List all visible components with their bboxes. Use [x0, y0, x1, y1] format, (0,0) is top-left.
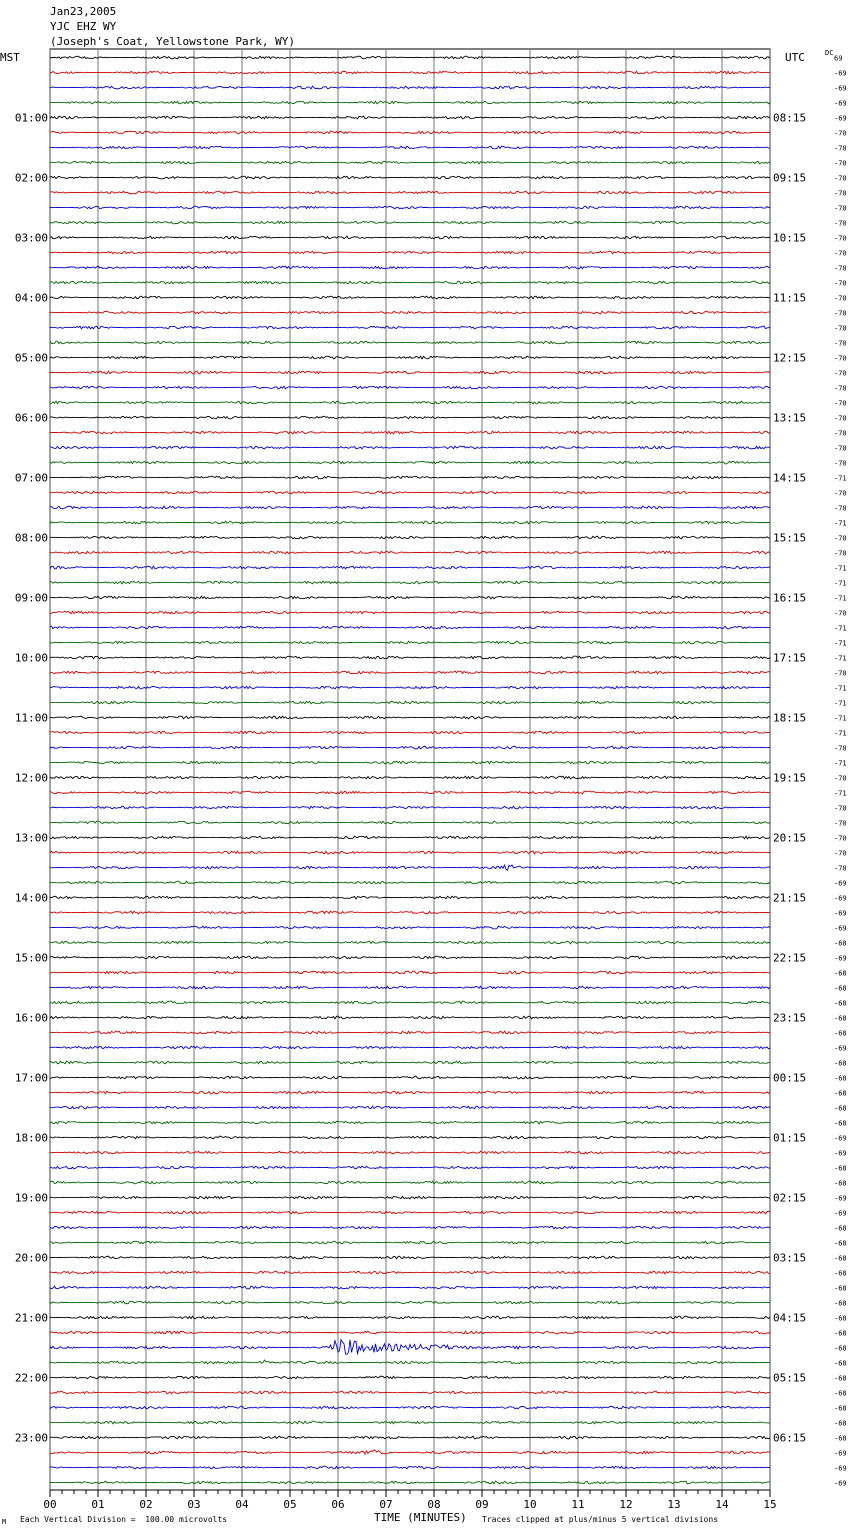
- dc-offset-label: -71: [834, 654, 847, 663]
- x-tick-label: 05: [283, 1498, 297, 1511]
- right-hour-label: 01:15: [773, 1131, 807, 1145]
- dc-offset-label: -71: [834, 624, 847, 633]
- plot-frame: [50, 49, 770, 1490]
- trace-row-2: [50, 86, 770, 89]
- left-hour-label: 09:00: [14, 591, 48, 605]
- dc-offset-label: -68: [834, 969, 847, 978]
- left-hour-label: 15:00: [14, 951, 48, 965]
- dc-offset-label: -70: [834, 174, 847, 183]
- trace-row-61: [50, 971, 770, 974]
- dc-offset-label: -70: [834, 294, 847, 303]
- x-tick-label: 02: [139, 1498, 153, 1511]
- dc-offset-label: -70: [834, 324, 847, 333]
- right-hour-label: 15:15: [773, 531, 807, 545]
- trace-row-91: [50, 1421, 770, 1424]
- dc-offset-label: -70: [834, 264, 847, 273]
- dc-offset-label: -68: [834, 1074, 847, 1083]
- trace-row-85: [50, 1331, 770, 1334]
- trace-row-21: [50, 371, 770, 374]
- trace-row-92: [50, 1436, 770, 1439]
- dc-offset-label: -69: [834, 954, 847, 963]
- clip-note: Traces clipped at plus/minus 5 vertical divisions: [482, 1515, 719, 1524]
- dc-offset-label: -70: [834, 339, 847, 348]
- right-hour-label: 14:15: [773, 471, 807, 485]
- left-hour-label: 05:00: [14, 351, 48, 365]
- x-tick-label: 15: [763, 1498, 777, 1511]
- trace-row-55: [50, 881, 770, 884]
- left-hour-label: 18:00: [14, 1131, 48, 1145]
- trace-row-62: [50, 986, 770, 989]
- trace-row-20: [50, 356, 770, 359]
- trace-row-72: [50, 1136, 770, 1139]
- right-hour-label: 23:15: [773, 1011, 807, 1025]
- right-hour-label: 18:15: [773, 711, 807, 725]
- dc-offset-label: -70: [834, 279, 847, 288]
- dc-offset-label: -68: [834, 1164, 847, 1173]
- dc-offset-label: -69: [834, 879, 847, 888]
- trace-row-45: [50, 731, 770, 734]
- trace-row-14: [50, 266, 770, 269]
- x-tick-label: 01: [91, 1498, 105, 1511]
- left-hour-label: 20:00: [14, 1251, 48, 1265]
- dc-offset-label: -69: [834, 1044, 847, 1053]
- dc-offset-label: -69: [834, 1134, 847, 1143]
- dc-offset-label: -70: [834, 834, 847, 843]
- dc-offset-label: -69: [834, 84, 847, 93]
- trace-row-56: [50, 896, 770, 899]
- trace-row-73: [50, 1151, 770, 1154]
- header-date: Jan23,2005: [50, 5, 117, 18]
- x-tick-label: 11: [571, 1498, 585, 1511]
- dc-offset-label: -68: [834, 1059, 847, 1068]
- x-tick-label: 04: [235, 1498, 249, 1511]
- trace-row-9: [50, 191, 770, 194]
- dc-offset-label: -71: [834, 594, 847, 603]
- dc-offset-label: -71: [834, 714, 847, 723]
- dc-offset-label: -68: [834, 1224, 847, 1233]
- trace-row-40: [50, 656, 770, 659]
- trace-row-6: [50, 146, 770, 149]
- dc-offset-label: -69: [834, 909, 847, 918]
- left-hour-label: 02:00: [14, 171, 48, 185]
- trace-row-94: [50, 1466, 770, 1469]
- dc-offset-label: -70: [834, 234, 847, 243]
- trace-row-58: [50, 926, 770, 929]
- trace-row-68: [50, 1076, 770, 1079]
- trace-row-57: [50, 911, 770, 914]
- dc-offset-label: -71: [834, 579, 847, 588]
- trace-row-31: [50, 521, 770, 524]
- trace-row-64: [50, 1016, 770, 1019]
- dc-offset-label: -70: [834, 849, 847, 858]
- right-hour-label: 10:15: [773, 231, 807, 245]
- dc-offset-label: -71: [834, 684, 847, 693]
- dc-offset-label: -70: [834, 744, 847, 753]
- dc-offset-label: -68: [834, 1029, 847, 1038]
- left-hour-label: 04:00: [14, 291, 48, 305]
- right-hour-label: 20:15: [773, 831, 807, 845]
- left-hour-label: 13:00: [14, 831, 48, 845]
- trace-row-29: [50, 491, 770, 494]
- dc-offset-label: -70: [834, 504, 847, 513]
- right-hour-label: 09:15: [773, 171, 807, 185]
- dc-offset-label: -70: [834, 219, 847, 228]
- left-hour-label: 16:00: [14, 1011, 48, 1025]
- trace-row-52: [50, 836, 770, 839]
- right-hour-label: 03:15: [773, 1251, 807, 1265]
- trace-row-19: [50, 341, 770, 344]
- dc-offset-label: -68: [834, 1119, 847, 1128]
- dc-offset-label: -70: [834, 204, 847, 213]
- trace-row-26: [50, 446, 770, 449]
- trace-row-3: [50, 101, 770, 104]
- trace-row-83: [50, 1301, 770, 1304]
- trace-row-49: [50, 791, 770, 794]
- trace-row-47: [50, 761, 770, 764]
- trace-row-24: [50, 416, 770, 419]
- trace-row-13: [50, 251, 770, 254]
- dc-offset-label: -68: [834, 1404, 847, 1413]
- corner-mark: M: [2, 1518, 7, 1526]
- right-hour-label: 13:15: [773, 411, 807, 425]
- dc-offset-label: -70: [834, 309, 847, 318]
- trace-row-46: [50, 746, 770, 749]
- dc-offset-label: 69: [834, 54, 843, 63]
- dc-offset-label: -70: [834, 414, 847, 423]
- trace-row-80: [50, 1256, 770, 1259]
- x-tick-label: 13: [667, 1498, 681, 1511]
- trace-row-88: [50, 1376, 770, 1379]
- dc-offset-label: -70: [834, 129, 847, 138]
- trace-row-5: [50, 131, 770, 134]
- dc-offset-label: -71: [834, 639, 847, 648]
- trace-row-78: [50, 1226, 770, 1229]
- trace-row-95: [50, 1481, 770, 1484]
- left-hour-label: 23:00: [14, 1431, 48, 1445]
- trace-row-38: [50, 626, 770, 629]
- trace-row-50: [50, 806, 770, 809]
- dc-offset-label: -70: [834, 249, 847, 258]
- dc-offset-label: -70: [834, 804, 847, 813]
- trace-row-36: [50, 596, 770, 599]
- dc-offset-label: -68: [834, 1299, 847, 1308]
- left-hour-label: 19:00: [14, 1191, 48, 1205]
- dc-offset-label: -68: [834, 1344, 847, 1353]
- trace-row-82: [50, 1286, 770, 1289]
- trace-row-32: [50, 536, 770, 539]
- trace-row-4: [50, 116, 770, 119]
- x-tick-label: 06: [331, 1498, 345, 1511]
- trace-row-39: [50, 641, 770, 644]
- left-hour-label: 21:00: [14, 1311, 48, 1325]
- trace-row-43: [50, 701, 770, 704]
- trace-row-27: [50, 461, 770, 464]
- x-tick-label: 07: [379, 1498, 393, 1511]
- dc-offset-label: -69: [834, 114, 847, 123]
- dc-offset-label: -71: [834, 564, 847, 573]
- dc-offset-label: -70: [834, 384, 847, 393]
- dc-offset-label: -70: [834, 609, 847, 618]
- left-hour-label: 01:00: [14, 111, 48, 125]
- trace-row-63: [50, 1001, 770, 1004]
- dc-offset-label: -70: [834, 369, 847, 378]
- dc-offset-label: -69: [834, 894, 847, 903]
- trace-row-15: [50, 281, 770, 284]
- trace-row-89: [50, 1391, 770, 1394]
- trace-row-69: [50, 1091, 770, 1094]
- x-tick-label: 14: [715, 1498, 729, 1511]
- trace-row-70: [50, 1106, 770, 1109]
- dc-offset-label: -70: [834, 399, 847, 408]
- right-hour-label: 11:15: [773, 291, 807, 305]
- dc-offset-label: -68: [834, 1284, 847, 1293]
- trace-row-67: [50, 1061, 770, 1064]
- dc-offset-label: -70: [834, 144, 847, 153]
- dc-offset-label: -68: [834, 939, 847, 948]
- trace-row-18: [50, 326, 770, 329]
- trace-row-53: [50, 851, 770, 854]
- dc-offset-label: -69: [834, 1149, 847, 1158]
- trace-row-23: [50, 401, 770, 404]
- dc-offset-label: -70: [834, 669, 847, 678]
- dc-offset-label: -68: [834, 1089, 847, 1098]
- trace-row-25: [50, 431, 770, 434]
- trace-row-84: [50, 1316, 770, 1319]
- dc-offset-label: -68: [834, 1374, 847, 1383]
- left-hour-label: 22:00: [14, 1371, 48, 1385]
- right-timezone-label: UTC: [785, 51, 805, 64]
- scale-note: Each Vertical Division = 100.00 microvolts: [20, 1515, 228, 1524]
- trace-row-35: [50, 581, 770, 584]
- right-hour-label: 19:15: [773, 771, 807, 785]
- trace-row-60: [50, 956, 770, 959]
- dc-offset-label: -68: [834, 1359, 847, 1368]
- trace-row-41: [50, 671, 770, 674]
- trace-row-28: [50, 476, 770, 479]
- dc-offset-label: -70: [834, 429, 847, 438]
- dc-offset-label: -69: [834, 924, 847, 933]
- right-hour-label: 04:15: [773, 1311, 807, 1325]
- dc-offset-label: -70: [834, 159, 847, 168]
- right-hour-label: 05:15: [773, 1371, 807, 1385]
- trace-row-17: [50, 311, 770, 314]
- left-hour-label: 11:00: [14, 711, 48, 725]
- trace-row-90: [50, 1406, 770, 1409]
- trace-row-48: [50, 776, 770, 779]
- dc-offset-label: -71: [834, 759, 847, 768]
- dc-offset-label: -69: [834, 1479, 847, 1488]
- x-tick-label: 10: [523, 1498, 537, 1511]
- trace-row-16: [50, 296, 770, 299]
- trace-row-34: [50, 566, 770, 569]
- trace-row-87: [50, 1360, 770, 1364]
- right-hour-label: 12:15: [773, 351, 807, 365]
- right-hour-label: 17:15: [773, 651, 807, 665]
- trace-row-22: [50, 386, 770, 389]
- trace-row-30: [50, 506, 770, 509]
- dc-offset-label: -70: [834, 819, 847, 828]
- dc-offset-label: -70: [834, 444, 847, 453]
- left-hour-label: 06:00: [14, 411, 48, 425]
- trace-row-77: [50, 1211, 770, 1214]
- dc-offset-label: -71: [834, 789, 847, 798]
- left-timezone-label: MST: [0, 51, 20, 64]
- right-hour-label: 22:15: [773, 951, 807, 965]
- dc-offset-label: -68: [834, 1239, 847, 1248]
- trace-row-65: [50, 1031, 770, 1034]
- trace-row-59: [50, 941, 770, 944]
- trace-row-86: [50, 1340, 770, 1355]
- trace-row-12: [50, 236, 770, 239]
- trace-row-8: [50, 176, 770, 179]
- left-hour-label: 07:00: [14, 471, 48, 485]
- x-axis-label: TIME (MINUTES): [374, 1511, 467, 1524]
- trace-row-74: [50, 1166, 770, 1169]
- trace-row-93: [50, 1450, 770, 1454]
- trace-row-44: [50, 716, 770, 719]
- x-tick-label: 00: [43, 1498, 57, 1511]
- dc-offset-label: -71: [834, 699, 847, 708]
- dc-offset-label: -68: [834, 984, 847, 993]
- left-hour-label: 12:00: [14, 771, 48, 785]
- left-hour-label: 03:00: [14, 231, 48, 245]
- trace-row-11: [50, 221, 770, 224]
- trace-row-7: [50, 161, 770, 164]
- left-hour-label: 08:00: [14, 531, 48, 545]
- dc-offset-label: -68: [834, 999, 847, 1008]
- dc-offset-label: -68: [834, 1314, 847, 1323]
- trace-row-37: [50, 611, 770, 614]
- left-hour-label: 10:00: [14, 651, 48, 665]
- trace-row-0: [50, 56, 770, 59]
- dc-offset-label: -69: [834, 69, 847, 78]
- left-hour-label: 17:00: [14, 1071, 48, 1085]
- dc-offset-label: -69: [834, 1449, 847, 1458]
- right-hour-label: 06:15: [773, 1431, 807, 1445]
- dc-offset-label: -68: [834, 1254, 847, 1263]
- dc-offset-label: -68: [834, 1104, 847, 1113]
- header-station: YJC EHZ WY: [50, 20, 117, 33]
- left-hour-label: 14:00: [14, 891, 48, 905]
- trace-row-1: [50, 71, 770, 74]
- x-tick-label: 08: [427, 1498, 441, 1511]
- trace-row-42: [50, 686, 770, 689]
- trace-row-76: [50, 1196, 770, 1199]
- dc-offset-label: -70: [834, 534, 847, 543]
- dc-offset-label: -70: [834, 864, 847, 873]
- x-tick-label: 03: [187, 1498, 201, 1511]
- dc-offset-label: -70: [834, 354, 847, 363]
- trace-row-10: [50, 206, 770, 209]
- dc-label: DC: [825, 49, 834, 57]
- dc-offset-label: -68: [834, 1179, 847, 1188]
- dc-offset-label: -70: [834, 774, 847, 783]
- right-hour-label: 16:15: [773, 591, 807, 605]
- trace-row-33: [50, 551, 770, 554]
- right-hour-label: 00:15: [773, 1071, 807, 1085]
- trace-row-71: [50, 1121, 770, 1124]
- x-tick-label: 09: [475, 1498, 489, 1511]
- trace-row-66: [50, 1046, 770, 1049]
- dc-offset-label: -70: [834, 489, 847, 498]
- right-hour-label: 02:15: [773, 1191, 807, 1205]
- dc-offset-label: -68: [834, 1014, 847, 1023]
- dc-offset-label: -68: [834, 1329, 847, 1338]
- dc-offset-label: -69: [834, 1464, 847, 1473]
- trace-row-51: [50, 821, 770, 824]
- dc-offset-label: -71: [834, 474, 847, 483]
- right-hour-label: 08:15: [773, 111, 807, 125]
- dc-offset-label: -69: [834, 99, 847, 108]
- trace-row-81: [50, 1271, 770, 1274]
- header-location: (Joseph's Coat, Yellowstone Park, WY): [50, 35, 296, 48]
- dc-offset-label: -70: [834, 459, 847, 468]
- dc-offset-label: -70: [834, 189, 847, 198]
- x-tick-label: 12: [619, 1498, 633, 1511]
- dc-offset-label: -68: [834, 1419, 847, 1428]
- dc-offset-label: -71: [834, 519, 847, 528]
- dc-offset-label: -70: [834, 549, 847, 558]
- trace-row-79: [50, 1241, 770, 1244]
- dc-offset-label: -69: [834, 1209, 847, 1218]
- dc-offset-label: -68: [834, 1389, 847, 1398]
- dc-offset-label: -68: [834, 1269, 847, 1278]
- dc-offset-label: -69: [834, 1194, 847, 1203]
- trace-row-54: [50, 865, 770, 870]
- trace-row-75: [50, 1181, 770, 1184]
- right-hour-label: 21:15: [773, 891, 807, 905]
- dc-offset-label: -68: [834, 1434, 847, 1443]
- dc-offset-label: -71: [834, 729, 847, 738]
